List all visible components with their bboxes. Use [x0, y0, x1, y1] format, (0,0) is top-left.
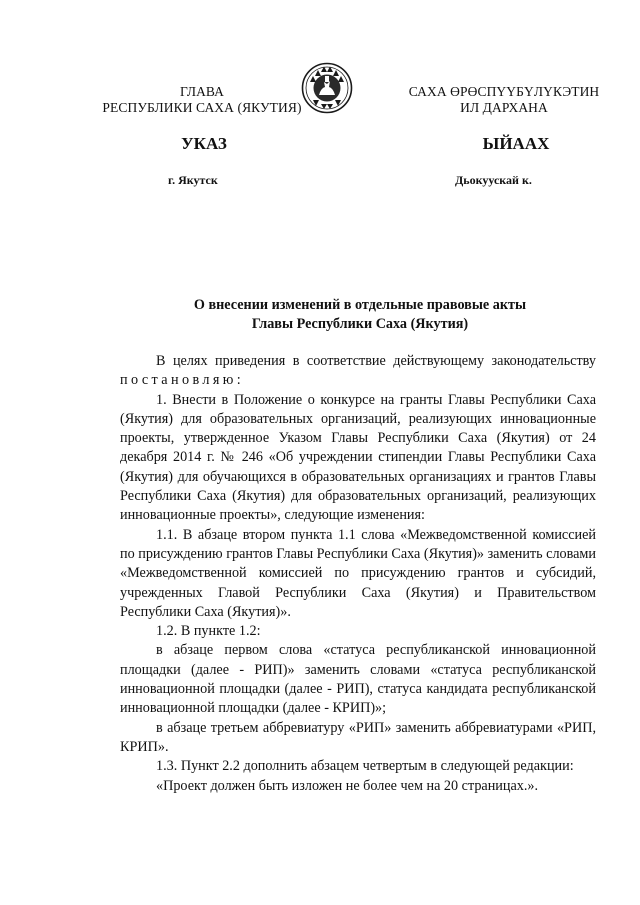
- header-right-line2: ИЛ ДАРХАНА: [460, 100, 548, 115]
- city-sakha: Дьокуускай к.: [455, 173, 532, 187]
- paragraph-1-3: 1.3. Пункт 2.2 дополнить абзацем четвертым в следующей редакции:: [156, 758, 574, 775]
- decree-title-ru: УКАЗ: [181, 134, 227, 153]
- header-left-line1: ГЛАВА: [179, 84, 225, 99]
- paragraph-1-3-a: «Проект должен быть изложен не более чем на 20 страницах.».: [156, 777, 539, 794]
- header-left: [86, 84, 318, 116]
- resolve-line: [120, 371, 596, 390]
- paragraph-1-1: 1.1. В абзаце втором пункта 1.1 слова «Межведомственной комиссией по присуждению грантов Главы Республики Саха (Якутия)» заменить словами «Межведомственной комиссией по присуждению грантов и субсидий, учрежденных Главой Республики Саха (Якутия) и Правительством Республики Саха (Якутия)».: [120, 526, 596, 620]
- paragraph-1-2-a: в абзаце первом слова «статуса республиканской инновационной площадки (далее - РИП)» заменить словами «статуса республиканской инновационной площадки (далее - РИП), статуса кандидата республиканской инновационной площадки (далее - КРИП)»;: [120, 642, 596, 717]
- document-title: [120, 296, 600, 334]
- paragraph-1-text: Внести в Положение о конкурсе на гранты Главы Республики Саха (Якутия) для образовательных организаций, реализующих инновационные проекты, утвержденное Указом Главы Республики Саха (Якутия) от 24 декабря 2014 г. № 246 «Об учреждении стипендии Главы Республики Саха (Якутия) для обучающихся в образовательных организациях и грантов Главы Республики Саха (Якутия) для образовательных организаций, реализующих инновационные проекты», следующие изменения:: [120, 391, 596, 524]
- resolve-word: постановляю:: [120, 372, 245, 389]
- paragraph-1: [120, 391, 596, 526]
- coat-of-arms-icon: [301, 62, 353, 114]
- city-ru: г. Якутск: [168, 173, 218, 187]
- decree-title-sakha: ЫЙААХ: [482, 134, 550, 153]
- title-line1: О внесении изменений в отдельные правовые акты: [193, 297, 527, 313]
- intro-paragraph: В целях приведения в соответствие действующему законодательству: [156, 353, 596, 369]
- paragraph-1-number: 1.: [156, 391, 167, 408]
- paragraph-1-2-b: в абзаце третьем аббревиатуру «РИП» заменить аббревиатурами «РИП, КРИП».: [120, 719, 596, 755]
- header-right-line1: САХА ӨРӨСПҮҮБҮЛҮКЭТИН: [408, 84, 600, 99]
- header-right: [388, 84, 620, 116]
- title-line2: Главы Республики Саха (Якутия): [251, 316, 469, 332]
- header-left-line2: РЕСПУБЛИКИ САХА (ЯКУТИЯ): [102, 100, 302, 115]
- document-body: [120, 352, 596, 796]
- paragraph-1-2: 1.2. В пункте 1.2:: [156, 623, 261, 640]
